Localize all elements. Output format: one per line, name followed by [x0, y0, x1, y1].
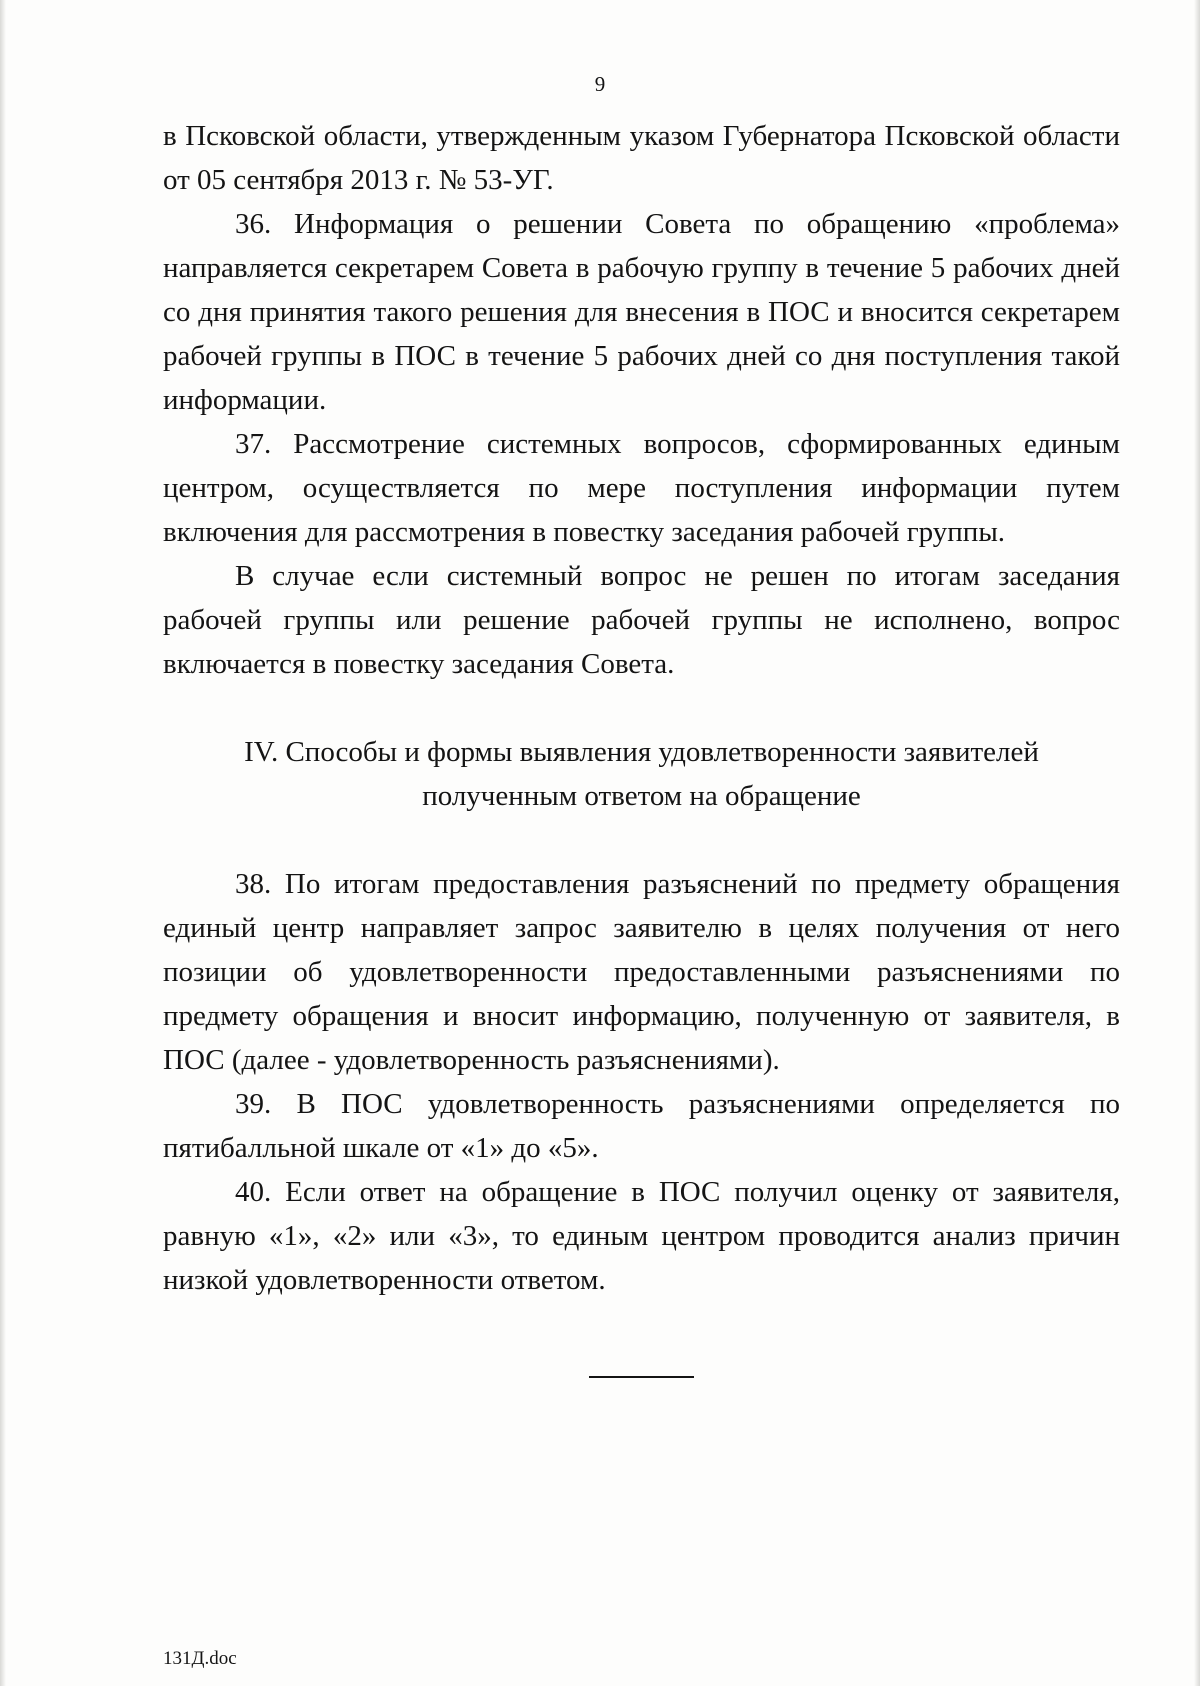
end-of-text-rule [589, 1376, 694, 1378]
footer-file-name: 131Д.doc [163, 1648, 237, 1669]
paragraph-39: 39. В ПОС удовлетворенность разъяснениями определяется по пятибалльной шкале от «1» до «5». [163, 1088, 1120, 1164]
paragraph-38: 38. По итогам предоставления разъяснений по предмету обращения единый центр направляет запрос заявителю в целях получения от него позиции об удовлетворенности предоставленными разъяснениями по предмету обращения и вносит информацию, полученную от заявителя, в ПОС (далее - удовлетворенность разъяснениями). [163, 868, 1120, 1076]
document-body [163, 114, 1120, 1302]
scan-edge-right [1194, 0, 1200, 1686]
paragraph-36: 36. Информация о решении Совета по обращению «проблема» направляется секретарем Совета в рабочую группу в течение 5 рабочих дней со дня принятия такого решения для внесения в ПОС и вносится секретарем рабочей группы в ПОС в течение 5 рабочих дней со дня поступления такой информации. [163, 208, 1120, 416]
paragraph-40: 40. Если ответ на обращение в ПОС получил оценку от заявителя, равную «1», «2» или «3», то единым центром проводится анализ причин низкой удовлетворенности ответом. [163, 1176, 1120, 1296]
paragraph-37: 37. Рассмотрение системных вопросов, сформированных единым центром, осуществляется по мере поступления информации путем включения для рассмотрения в повестку заседания рабочей группы. [163, 428, 1120, 548]
scan-edge-left [0, 0, 6, 1686]
section-heading-iv [163, 730, 1120, 818]
page-number: 9 [594, 72, 606, 96]
section-heading-line-2: полученным ответом на обращение [422, 780, 861, 812]
paragraph-continuation: в Псковской области, утвержденным указом Губернатора Псковской области от 05 сентября 2013 г. № 53-УГ. [163, 120, 1120, 196]
section-heading-line-1: IV. Способы и формы выявления удовлетворенности заявителей [244, 736, 1039, 768]
paragraph-37-case: В случае если системный вопрос не решен по итогам заседания рабочей группы или решение рабочей группы не исполнено, вопрос включается в повестку заседания Совета. [163, 560, 1120, 680]
